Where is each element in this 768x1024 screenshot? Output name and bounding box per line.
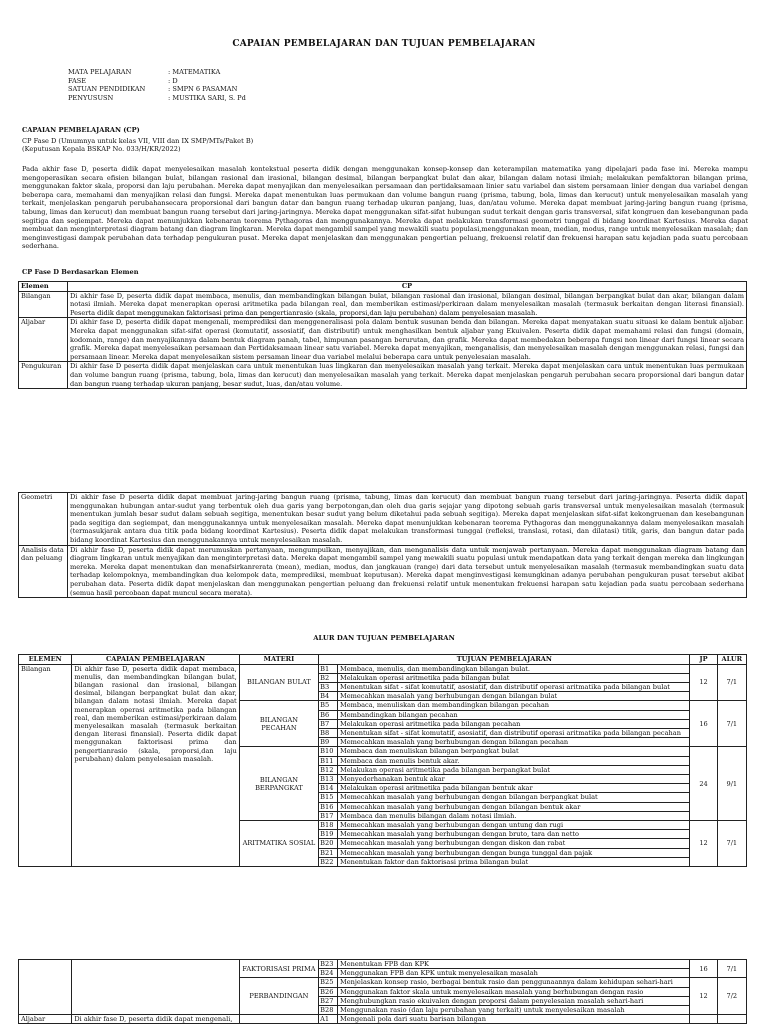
- col-jp: JP: [690, 655, 717, 665]
- table-row: [19, 664, 747, 673]
- meta-row: [68, 77, 368, 86]
- cp-section-heading: [22, 126, 140, 135]
- tp-text: Menggunakan FPB dan KPK untuk menyelesaikan masalah: [337, 969, 689, 978]
- tp-code: B28: [319, 1006, 338, 1015]
- tp-text: Memecahkan masalah yang berhubungan dengan untung dan rugi: [337, 821, 689, 830]
- elemen-table-cont: [18, 492, 747, 598]
- tp-text: Menggunakan rasio (dan laju perubahan yang terkait) untuk menyelesaikan masalah: [337, 1006, 689, 1015]
- tp-code: B5: [319, 701, 338, 710]
- tp-code: B24: [319, 969, 338, 978]
- tp-text: Mengenali pola dari suatu barisan bilangan: [337, 1015, 689, 1024]
- elemen-cell: Geometri: [19, 493, 68, 546]
- elemen-cell: [19, 960, 72, 1015]
- tp-text: Melakukan operasi aritmetika pada bilangan bulat: [337, 673, 689, 682]
- tp-text: Membandingkan bilangan pecahan: [337, 710, 689, 719]
- tp-text: Melakukan operasi aritmetika pada bilangan bentuk akar: [337, 784, 689, 793]
- cp-subtitle: CP Fase D (Umumnya untuk kelas VII, VIII dan IX SMP/MTs/Paket B): [22, 137, 254, 145]
- tp-code: B4: [319, 692, 338, 701]
- tp-code: B15: [319, 793, 338, 802]
- table-row: [19, 493, 747, 546]
- tp-code: B2: [319, 673, 338, 682]
- elemen-cell: Aljabar: [19, 1015, 72, 1024]
- tp-code: B12: [319, 765, 338, 774]
- table-row: [19, 362, 747, 389]
- tp-text: Membaca dan menuliskan bilangan berpangkat bulat: [337, 747, 689, 756]
- col-capaian: CAPAIAN PEMBELAJARAN: [72, 655, 239, 665]
- meta-block: [68, 68, 368, 102]
- cp-cell: Di akhir fase D peserta didik dapat menjelaskan cara untuk menentukan luas lingkaran dan menyelesaikan masalah yang terkait. Mereka dapat menjelaskan cara untuk menentukan luas permukaan dan volume bangun ruang (prisma, tabung, bola, limas dan kerucut) dan menyelesaikan masalah yang terkait. Mereka dapat menjelaskan pengaruh perubahan secara proporsional dari bangun datar dan bangun ruang terhadap ukuran panjang, besar sudut, luas, dan/atau volume.: [68, 362, 747, 389]
- materi-cell: BILANGAN PECAHAN: [239, 701, 318, 747]
- meta-value: : D: [168, 76, 178, 85]
- capaian-cell: Di akhir fase D, peserta didik dapat mengenali,: [72, 1015, 239, 1024]
- materi-cell: PERBANDINGAN: [239, 978, 318, 1015]
- tp-code: B7: [319, 719, 338, 728]
- jp-cell: 12: [690, 821, 717, 867]
- meta-row: [68, 94, 368, 103]
- tp-code: B14: [319, 784, 338, 793]
- materi-cell: ARITMATIKA SOSIAL: [239, 821, 318, 867]
- jp-cell: 16: [690, 701, 717, 747]
- cp-cell: Di akhir fase D, peserta didik dapat merumuskan pertanyaan, mengumpulkan, menyajikan, dan menganalisis data untuk menjawab pertanyaan. Mereka dapat menggunakan diagram batang dan diagram lingkaran untuk menyajikan dan menginterpretasi data. Mereka dapat mengambil sampel yang mewakili suatu populasi untuk mendapatkan data yang terkait dengan mereka dan lingkungan mereka. Mereka dapat menentukan dan menafsirkanrerata (mean), median, modus, dan jangkauan (range) dari data tersebut untuk menyelesaikan masalah (termasuk membandingkan suatu data terhadap kelompoknya, membandingkan dua kelompok data, memprediksi, membuat keputusan). Mereka dapat menginvestigasi kemungkinan adanya perubahan pengukuran pusat tersebut akibat perubahan data. Peserta didik dapat menjelaskan dan menggunakan pengertian peluang dan frekuensi relatif untuk menentukan frekuensi harapan satu kejadian pada suatu percobaan sederhana (semua hasil percobaan dapat muncul secara merata).: [68, 545, 747, 598]
- tp-code: B11: [319, 756, 338, 765]
- col-cp: CP: [68, 282, 747, 292]
- tp-code: B20: [319, 839, 338, 848]
- jp-cell: 24: [690, 747, 717, 821]
- tp-text: Menjelaskan konsep rasio, berbagai bentuk rasio dan penggunaannya dalam kehidupan sehari-hari: [337, 978, 689, 987]
- tp-text: Melakukan operasi aritmetika pada bilangan berpangkat bulat: [337, 765, 689, 774]
- tp-code: B26: [319, 987, 338, 996]
- alur-title: ALUR DAN TUJUAN PEMBELAJARAN: [313, 634, 455, 642]
- meta-value: : MUSTIKA SARI, S. Pd: [168, 93, 246, 102]
- tp-text: Menentukan sifat - sifat komutatif, asosiatif, dan distributif operasi aritmatika pada bilangan pecahan: [337, 729, 689, 738]
- tp-code: B23: [319, 960, 338, 969]
- tp-text: Menghubungkan rasio ekuivalen dengan proporsi dalam penyelesaian masalah sehari-hari: [337, 996, 689, 1005]
- table-row: [19, 291, 747, 318]
- tp-text: Memecahkan masalah yang berhubungan dengan bilangan bulat: [337, 692, 689, 701]
- alur-table: [18, 654, 747, 867]
- alur-cell: [717, 1015, 746, 1024]
- tp-text: Menentukan faktor dan faktorisasi prima bilangan bulat: [337, 857, 689, 866]
- tp-code: B8: [319, 729, 338, 738]
- tp-text: Memecahkan masalah yang berhubungan dengan bunga tunggal dan pajak: [337, 848, 689, 857]
- tp-code: B13: [319, 775, 338, 784]
- tp-code: B18: [319, 821, 338, 830]
- jp-cell: 12: [690, 978, 717, 1015]
- tp-text: Membaca dan menulis bilangan dalam notasi ilmiah.: [337, 811, 689, 820]
- alur-cell: 7/1: [717, 701, 746, 747]
- tp-text: Menggunakan faktor skala untuk menyelesaikan masalah yang berhubungan dengan rasio: [337, 987, 689, 996]
- tp-text: Memecahkan masalah yang berhubungan dengan bilangan bentuk akar: [337, 802, 689, 811]
- elemen-cell: Pengukuran: [19, 362, 68, 389]
- elemen-heading: CP Fase D Berdasarkan Elemen: [22, 268, 139, 276]
- capaian-cell: Di akhir fase D, peserta didik dapat membaca, menulis, dan membandingkan bilangan bulat, bilangan rasional dan irasional, bilangan desimal, bilangan berpangkat bulat dan akar, bilangan dalam notasi ilmiah. Mereka dapat menerapkan operasi aritmetika pada bilangan real, dan memberikan estimasi/perkiraan dalam menyelesaikan masalah (termasuk berkaitan dengan literasi finansial). Peserta didik dapat menggunakan faktorisasi prima dan pengertianrasio (skala, proporsi,dan laju perubahan) dalam penyelesaian masalah.: [72, 664, 239, 866]
- col-materi: MATERI: [239, 655, 318, 665]
- tp-code: B10: [319, 747, 338, 756]
- col-elemen: ELEMEN: [19, 655, 72, 665]
- jp-cell: 12: [690, 664, 717, 701]
- tp-text: Menyederhanakan bentuk akar: [337, 775, 689, 784]
- jp-cell: 16: [690, 960, 717, 978]
- tp-code: B16: [319, 802, 338, 811]
- tp-text: Memecahkan masalah yang berhubungan dengan bruto, tara dan netto: [337, 830, 689, 839]
- meta-key: SATUAN PENDIDIKAN: [68, 85, 146, 93]
- tp-code: B9: [319, 738, 338, 747]
- tp-code: A1: [319, 1015, 338, 1024]
- alur-cell: 7/1: [717, 821, 746, 867]
- tp-text: Membaca, menulis, dan membandingkan bilangan bulat.: [337, 664, 689, 673]
- alur-cell: 9/1: [717, 747, 746, 821]
- meta-value: : MATEMATIKA: [168, 68, 221, 76]
- tp-text: Memecahkan masalah yang berhubungan dengan bilangan berpangkat bulat: [337, 793, 689, 802]
- tp-code: B25: [319, 978, 338, 987]
- meta-row: [68, 85, 368, 94]
- tp-text: Memecahkan masalah yang berhubungan dengan bilangan pecahan: [337, 738, 689, 747]
- cp-cell: Di akhir fase D peserta didik dapat membuat jaring-jaring bangun ruang (prisma, tabung, limas dan kerucut) dan membuat bangun ruang tersebut dari jaring-jaringnya. Peserta didik dapat menggunakan hubungan antar-sudut yang terbentuk oleh dua garis yang berpotongan,dan oleh dua garis sejajar yang dipotong sebuah garis transversal untuk menyelesaikan masalah (termasuk menentukan jumlah besar sudut dalam sebuah segitiga, menentukan besar sudut yang belum diketahui pada sebuah segitiga). Mereka dapat menjelaskan sifat-sifat kekongruenan dan kesebangunan pada segitiga dan segiempat, dan menggunakannya untuk menyelesaikan masalah. Mereka dapat menunjukkan kebenaran teorema Pythagoras dan menggunakannya dalam menyelesaikan masalah (termasukjarak antara dua titik pada bidang koordinat Kartesius). Peserta didik dapat melakukan transformasi tunggal (refleksi, translasi, rotasi, dan dilatasi) titik, garis, dan bangun datar pada bidang koordinat Kartesius dan menggunakannya untuk menyelesaikan masalah.: [68, 493, 747, 546]
- alur-cell: 7/1: [717, 960, 746, 978]
- alur-table-cont: [18, 959, 747, 1024]
- meta-row: [68, 68, 368, 77]
- page-title: CAPAIAN PEMBELAJARAN DAN TUJUAN PEMBELAJARAN: [232, 39, 536, 49]
- tp-code: B21: [319, 848, 338, 857]
- capaian-cell: [72, 960, 239, 1015]
- cp-heading: CAPAIAN PEMBELAJARAN (CP): [22, 126, 140, 134]
- tp-code: B22: [319, 857, 338, 866]
- elemen-table: [18, 281, 747, 389]
- col-tujuan: TUJUAN PEMBELAJARAN: [319, 655, 690, 665]
- table-row: [19, 318, 747, 362]
- elemen-cell: Bilangan: [19, 291, 68, 318]
- tp-code: B27: [319, 996, 338, 1005]
- tp-text: Membaca dan menulis bentuk akar.: [337, 756, 689, 765]
- cp-cell: Di akhir fase D, peserta didik dapat membaca, menulis, dan membandingkan bilangan bulat, bilangan rasional dan irasional, bilangan desimal, bilangan berpangkat bulat dan akar, bilangan dalam notasi ilmiah. Mereka dapat menerapkan operasi aritmetika pada bilangan real, dan memberikan estimasi/perkiraan dalam menyelesaikan masalah (termasuk berkaitan dengan literasi finansial). Peserta didik dapat menggunakan faktorisasi prima dan pengertianrasio (skala, proporsi,dan laju perubahan) dalam penyelesaian masalah.: [68, 291, 747, 318]
- cp-paragraph: Pada akhir fase D, peserta didik dapat menyelesaikan masalah kontekstual peserta didik dengan menggunakan konsep-konsep dan keterampilan matematika yang dipelajari pada fase ini. Mereka mampu mengoperasikan secara efisien bilangan bulat, bilangan rasional dan irasional, bilangan desimal, bilangan berpangkat bulat dan akar, bilangan dalam notasi ilmiah; melakukan pemfaktoran bilangan prima, menggunakan faktor skala, proporsi dan laju perubahan. Mereka dapat menyajikan dan menyelesaikan persamaan dan pertidaksamaan linier satu variabel dan sistem persamaan linier dengan dua variabel dengan beberapa cara, memahami dan menyajikan relasi dan fungsi. Mereka dapat menentukan luas permukaan dan volume bangun ruang (prisma, tabung, bola, limas dan kerucut) untuk menyelesaikan masalah yang terkait, menjelaskan pengaruh perubahansecara proporsional dari bangun datar dan bangun ruang terhadap ukuran panjang, luas, dan/atau volume. Mereka dapat membuat jaring-jaring bangun ruang (prisma, tabung, limas dan kerucut) dan membuat bangun ruang tersebut dari jaring-jaringnya. Mereka dapat menggunakan sifat-sifat hubungan sudut terkait dengan garis transversal, sifat kongruen dan kesebangunan pada segitiga dan segiempat. Mereka dapat menunjukkan kebenaran teorema Pythagoras dan menggunakannya. Mereka dapat melakukan transformasi geometri tunggal di bidang koordinat Kartesius. Mereka dapat membuat dan menginterpretasi diagram batang dan diagram lingkaran. Mereka dapat mengambil sampel yang mewakili suatu populasi,menggunakan mean, median, modus, range untuk menyelesaikan masalah; dan menginvestigasi dampak perubahan data terhadap pengukuran pusat. Mereka dapat menjelaskan dan menggunakan pengertian peluang, frekuensi relatif dan frekuensi harapan satu kejadian pada suatu percobaan sederhana.: [22, 165, 748, 251]
- materi-cell: BILANGAN BULAT: [239, 664, 318, 701]
- meta-key: MATA PELAJARAN: [68, 68, 132, 76]
- col-alur: ALUR: [717, 655, 746, 665]
- col-elemen: Elemen: [19, 282, 68, 292]
- table-row: [19, 1015, 747, 1024]
- alur-cell: 7/1: [717, 664, 746, 701]
- materi-cell: [239, 1015, 318, 1024]
- cp-cell: Di akhir fase D, peserta didik dapat mengenali, memprediksi dan menggeneralisasi pola dalam bentuk susunan benda dan bilangan. Mereka dapat menyatakan suatu situasi ke dalam bentuk aljabar. Mereka dapat menggunakan sifat-sifat operasi (komutatif, assosiatif, dan distributif) untuk menghasilkan bentuk aljabar yang Ekuivalen. Peserta didik dapat memahami relasi dan fungsi (domain, kodomain, range) dan menyajikannya dalam bentuk diagram panah, tabel, himpunan pasangan berurutan, dan grafik. Mereka dapat membedakan beberapa fungsi non linear dari fungsi linear secara grafik. Mereka dapat menyelesaikan persamaan dan Pertidaksamaan linear satu variabel. Mereka dapat menyajikan, menganalisis, dan menyelesaikan masalah dengan menggunakan relasi, fungsi dan persamaan linear. Mereka dapat menyelesaikan sistem persaman linear dua variabel melalui beberapa cara untuk penyelesaian masalah.: [68, 318, 747, 362]
- elemen-cell: Analisis data dan peluang: [19, 545, 68, 598]
- tp-code: B3: [319, 683, 338, 692]
- tp-code: B17: [319, 811, 338, 820]
- elemen-cell: Bilangan: [19, 664, 72, 866]
- tp-code: B6: [319, 710, 338, 719]
- tp-code: B19: [319, 830, 338, 839]
- alur-cell: 7/2: [717, 978, 746, 1015]
- tp-code: B1: [319, 664, 338, 673]
- meta-key: PENYUSUSN: [68, 93, 114, 102]
- meta-value: : SMPN 6 PASAMAN: [168, 85, 238, 93]
- tp-text: Menentukan FPB dan KPK: [337, 960, 689, 969]
- cp-decree: (Keputusan Kepala BSKAP No. 033/H/KR/2022): [22, 145, 181, 153]
- tp-text: Menentukan sifat - sifat komutatif, asosiatif, dan distributif operasi aritmatika pada bilangan bulat: [337, 683, 689, 692]
- materi-cell: FAKTORISASI PRIMA: [239, 960, 318, 978]
- elemen-cell: Aljabar: [19, 318, 68, 362]
- table-row: [19, 545, 747, 598]
- jp-cell: [690, 1015, 717, 1024]
- tp-text: Melakukan operasi aritmetika pada bilangan pecahan: [337, 719, 689, 728]
- tp-text: Membaca, menuliskan dan membandingkan bilangan pecahan: [337, 701, 689, 710]
- meta-key: FASE: [68, 76, 87, 85]
- tp-text: Memecahkan masalah yang berhubungan dengan diskon dan rabat: [337, 839, 689, 848]
- table-row: [19, 960, 747, 969]
- materi-cell: BILANGAN BERPANGKAT: [239, 747, 318, 821]
